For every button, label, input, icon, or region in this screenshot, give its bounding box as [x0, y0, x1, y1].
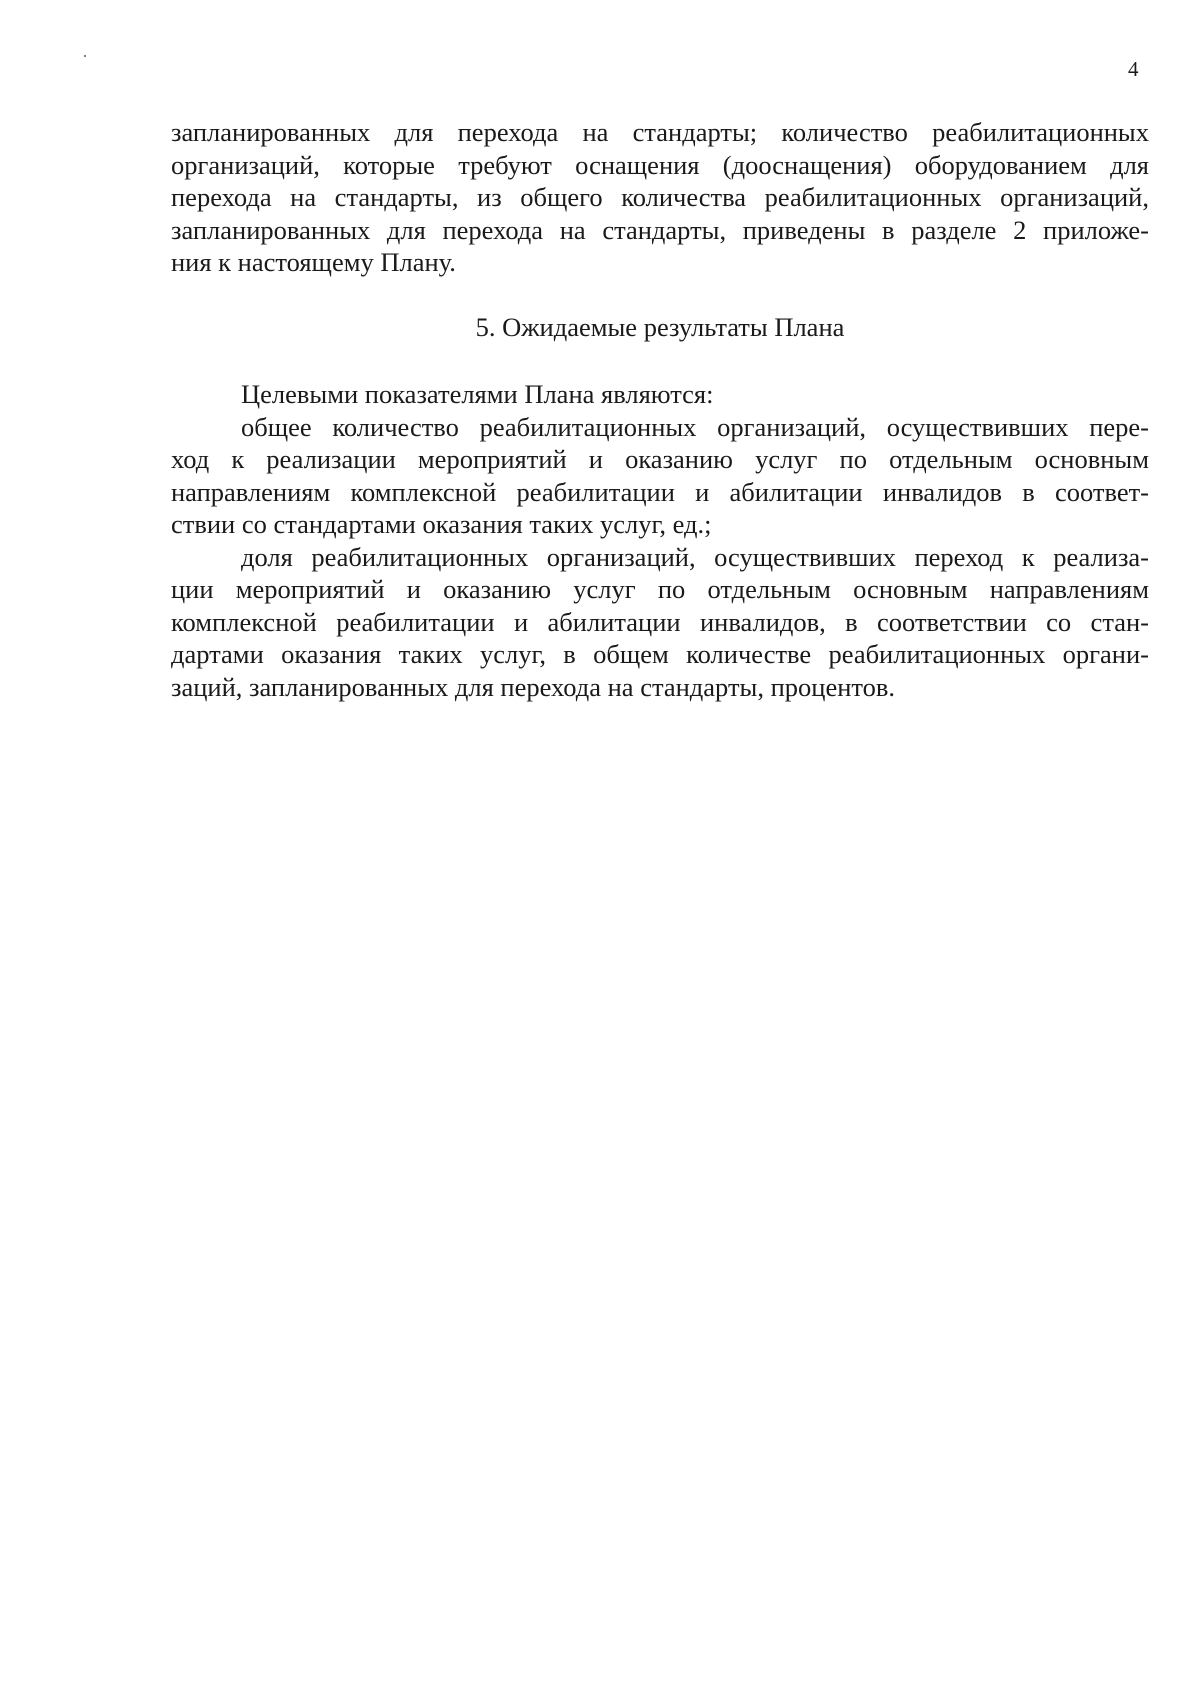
indicator-2-paragraph — [171, 541, 1149, 704]
intro-line: запланированных для перехода на стандарты; количество реабилитационных — [171, 117, 1149, 147]
indicator-2-line: дартами оказания таких услуг, в общем количестве реабилитационных органи- — [171, 639, 1149, 669]
indicator-2-line: комплексной реабилитации и абилитации инвалидов, в соответствии со стан- — [171, 606, 1149, 637]
intro-paragraph — [171, 116, 1149, 279]
scan-artifact-dot — [84, 55, 86, 57]
indicator-1-line: ствии со стандартами оказания таких услуг, ед.; — [171, 509, 712, 539]
indicator-1-line: общее количество реабилитационных организаций, осуществивших пере- — [241, 411, 1149, 442]
intro-line: организаций, которые требуют оснащения (дооснащения) оборудованием для — [171, 149, 1149, 180]
page-number: 4 — [1128, 57, 1139, 81]
indicator-2-line: ции мероприятий и оказанию услуг по отдельным основным направлениям — [171, 574, 1149, 604]
intro-line: запланированных для перехода на стандарты, приведены в разделе 2 приложе- — [171, 214, 1149, 245]
indicator-1-paragraph — [171, 411, 1149, 541]
indicator-1-line: направлениям комплексной реабилитации и абилитации инвалидов в соответ- — [171, 476, 1149, 507]
intro-line: ния к настоящему Плану. — [171, 247, 456, 277]
indicator-1-line: ход к реализации мероприятий и оказанию услуг по отдельным основным — [171, 444, 1149, 474]
intro-line: перехода на стандарты, из общего количества реабилитационных организаций, — [171, 182, 1149, 212]
indicator-2-line: доля реабилитационных организаций, осуществивших переход к реализа- — [241, 541, 1149, 572]
section-heading: 5. Ожидаемые результаты Плана — [475, 312, 845, 342]
section-lead — [171, 378, 1149, 411]
indicator-2-line: заций, запланированных для перехода на стандарты, процентов. — [171, 671, 896, 702]
section-lead-text: Целевыми показателями Плана являются: — [241, 379, 714, 409]
section-body — [171, 378, 1149, 703]
